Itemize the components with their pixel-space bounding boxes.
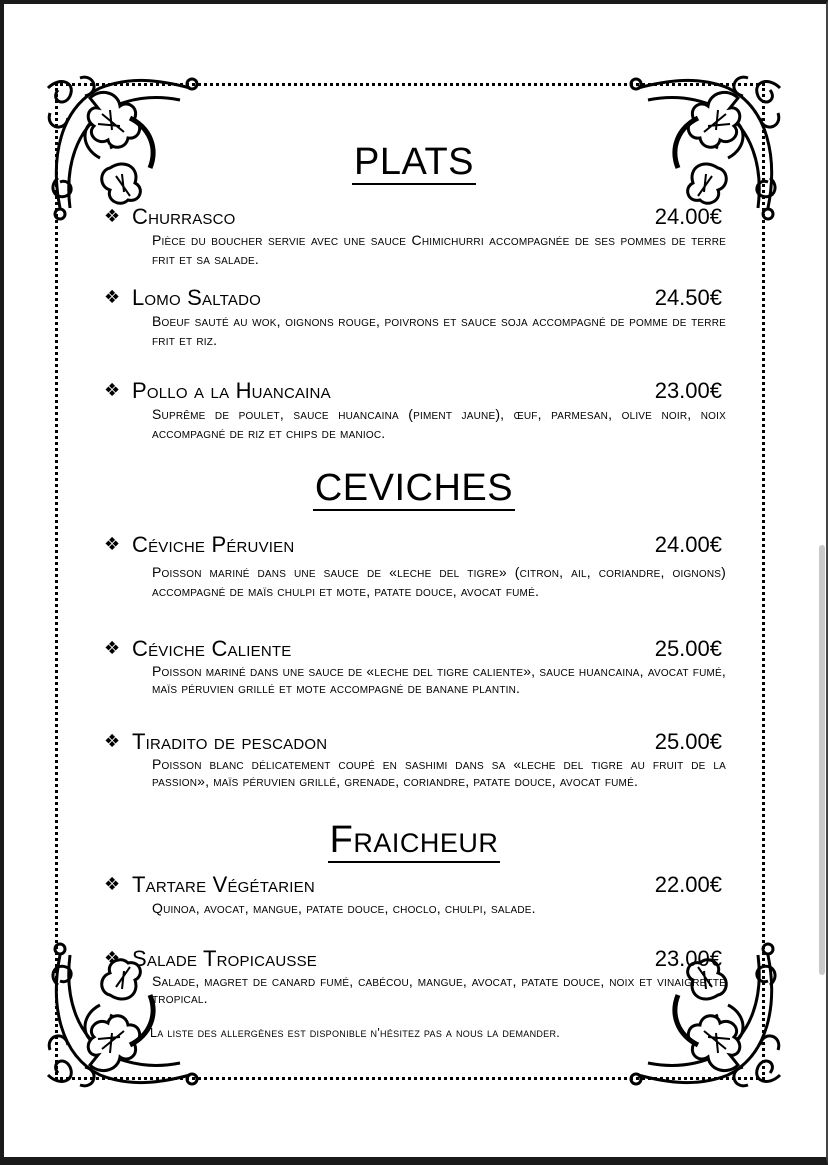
item-price: 22.00€ bbox=[654, 872, 722, 897]
item-name: Pollo a la Huancaina bbox=[132, 378, 331, 403]
item-price: 24.00€ bbox=[654, 532, 722, 557]
item-price: 25.00€ bbox=[654, 636, 722, 661]
item-name: Céviche Péruvien bbox=[132, 532, 295, 557]
section-title-fraicheur: Fraicheur bbox=[329, 819, 499, 861]
item-description: Poisson blanc délicatement coupé en sashimi dans sa «leche del tigre au fruit de la passion», maïs péruvien grillé, grenade, coriandre, patate douce, avocat fumé. bbox=[152, 756, 726, 789]
allergen-note: La liste des allergènes est disponible n'hésitez pas a nous la demander. bbox=[150, 1026, 561, 1040]
item-description: Poisson mariné dans une sauce de «leche del tigre» (citron, ail, coriandre, oignons) accompagné de maïs chulpi et mote, patate douce, avocat fumé. bbox=[152, 564, 726, 599]
menu-item-churrasco bbox=[104, 205, 726, 269]
scrollbar[interactable] bbox=[819, 545, 825, 975]
item-description: Boeuf sauté au wok, oignons rouge, poivrons et sauce soja accompagné de pomme de terre frit et riz. bbox=[152, 313, 726, 348]
section-title-plats: PLATS bbox=[353, 141, 475, 183]
menu-item-tartare-vegetarien bbox=[104, 873, 726, 918]
diamond-bullet-icon: ❖ bbox=[104, 874, 121, 895]
item-name: Lomo Saltado bbox=[132, 285, 262, 310]
menu-item-ceviche-peruvien bbox=[104, 533, 726, 601]
item-name: Tartare Végétarien bbox=[132, 872, 315, 897]
menu-item-salade-tropicausse bbox=[104, 947, 726, 1007]
item-description: Pièce du boucher servie avec une sauce Chimichurri accompagnée de ses pommes de terre frit et sa salade. bbox=[152, 232, 726, 267]
item-name: Churrasco bbox=[132, 204, 236, 229]
item-price: 25.00€ bbox=[654, 729, 722, 754]
diamond-bullet-icon: ❖ bbox=[104, 287, 121, 308]
item-description: Poisson mariné dans une sauce de «leche del tigre caliente», sauce huancaina, avocat fumé, maïs péruvien grillé et mote accompagné de banane plantin. bbox=[152, 663, 726, 696]
item-description: Quinoa, avocat, mangue, patate douce, choclo, chulpi, salade. bbox=[152, 900, 536, 916]
diamond-bullet-icon: ❖ bbox=[104, 731, 121, 752]
item-name: Tiradito de pescadon bbox=[132, 729, 328, 754]
item-name: Salade Tropicausse bbox=[132, 946, 317, 971]
diamond-bullet-icon: ❖ bbox=[104, 638, 121, 659]
item-description: Salade, magret de canard fumé, cabécou, mangue, avocat, patate douce, noix et vinaigrette tropical. bbox=[152, 973, 726, 1006]
menu-item-ceviche-caliente bbox=[104, 637, 726, 697]
diamond-bullet-icon: ❖ bbox=[104, 206, 121, 227]
diamond-bullet-icon: ❖ bbox=[104, 534, 121, 555]
diamond-bullet-icon: ❖ bbox=[104, 380, 121, 401]
item-name: Céviche Caliente bbox=[132, 636, 292, 661]
item-price: 24.50€ bbox=[654, 285, 722, 310]
menu-item-tiradito bbox=[104, 730, 726, 790]
menu-item-lomo-saltado bbox=[104, 286, 726, 350]
menu-item-pollo-huancaina bbox=[104, 379, 726, 443]
item-price: 23.00€ bbox=[654, 946, 722, 971]
item-price: 24.00€ bbox=[654, 204, 722, 229]
item-description: Suprême de poulet, sauce huancaina (piment jaune), œuf, parmesan, olive noir, noix accompagné de riz et chips de manioc. bbox=[152, 406, 726, 441]
diamond-bullet-icon: ❖ bbox=[104, 948, 121, 969]
item-price: 23.00€ bbox=[654, 378, 722, 403]
section-title-ceviches: CEVICHES bbox=[314, 467, 514, 509]
